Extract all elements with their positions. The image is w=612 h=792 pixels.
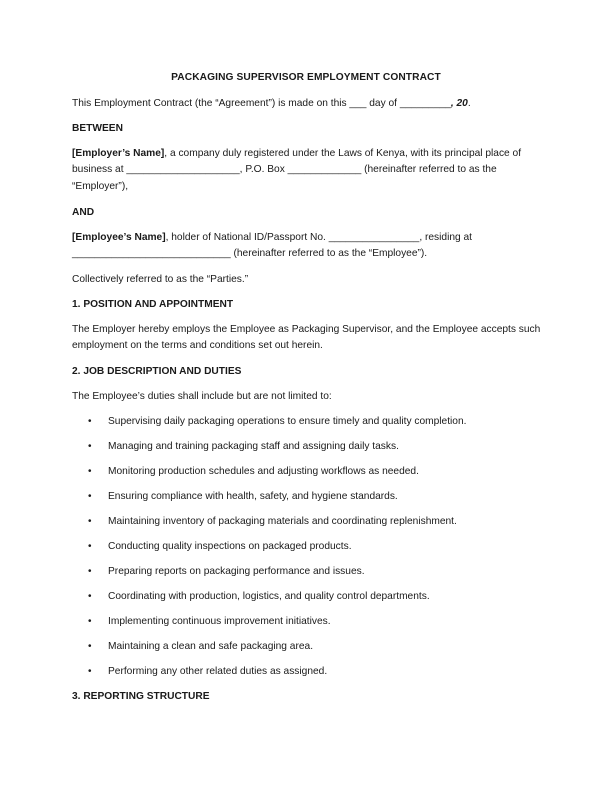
list-item: Monitoring production schedules and adjusting workflows as needed. <box>108 466 419 477</box>
bullet-icon: • <box>88 416 92 427</box>
intro-end: . <box>467 98 471 109</box>
section-2-heading: 2. JOB DESCRIPTION AND DUTIES <box>72 366 242 377</box>
bullet-icon: • <box>88 591 92 602</box>
collectively-text: Collectively referred to as the “Parties.” <box>72 274 249 285</box>
list-item: Maintaining inventory of packaging materials and coordinating replenishment. <box>108 516 457 527</box>
list-item: Performing any other related duties as assigned. <box>108 666 328 677</box>
bullet-icon: • <box>88 441 92 452</box>
between-heading: BETWEEN <box>72 123 123 134</box>
employer-name: [Employer’s Name] <box>72 148 165 159</box>
list-item: Maintaining a clean and safe packaging area. <box>108 641 314 652</box>
bullet-icon: • <box>88 541 92 552</box>
document-title: PACKAGING SUPERVISOR EMPLOYMENT CONTRACT <box>171 72 441 83</box>
intro-text: This Employment Contract (the “Agreement”) is made on this ___ day of _________ <box>72 98 451 109</box>
bullet-icon: • <box>88 516 92 527</box>
section-1-heading: 1. POSITION AND APPOINTMENT <box>72 299 234 310</box>
list-item: Conducting quality inspections on packaged products. <box>108 541 352 552</box>
section-3-heading: 3. REPORTING STRUCTURE <box>72 691 210 702</box>
bullet-icon: • <box>88 566 92 577</box>
bullet-icon: • <box>88 666 92 677</box>
bullet-icon: • <box>88 466 92 477</box>
bullet-icon: • <box>88 641 92 652</box>
employer-text: , a company duly registered under the Laws of Kenya, with its principal place of business at ____________________, P.O. Box _____________ (hereinafter referred to as the “Employer”), <box>72 148 522 192</box>
bullet-icon: • <box>88 616 92 627</box>
list-item: Preparing reports on packaging performance and issues. <box>108 566 365 577</box>
employee-paragraph <box>72 230 544 263</box>
list-item: Supervising daily packaging operations to ensure timely and quality completion. <box>108 416 467 427</box>
list-item: Managing and training packaging staff and assigning daily tasks. <box>108 441 399 452</box>
list-item: Implementing continuous improvement initiatives. <box>108 616 331 627</box>
section-1-text: The Employer hereby employs the Employee as Packaging Supervisor, and the Employee accepts such employment on the terms and conditions set out herein. <box>72 324 541 352</box>
and-heading: AND <box>72 207 95 218</box>
employee-name: [Employee’s Name] <box>72 232 166 243</box>
list-item: Coordinating with production, logistics, and quality control departments. <box>108 591 430 602</box>
intro-paragraph <box>72 96 471 112</box>
list-item: Ensuring compliance with health, safety, and hygiene standards. <box>108 491 398 502</box>
bullet-icon: • <box>88 491 92 502</box>
employer-paragraph <box>72 146 544 195</box>
intro-year: , 20 <box>450 98 468 109</box>
section-2-intro: The Employee’s duties shall include but are not limited to: <box>72 391 332 402</box>
employee-text: , holder of National ID/Passport No. ________________, residing at ____________________________ (hereinafter referred to as the “Employee”). <box>72 232 473 260</box>
